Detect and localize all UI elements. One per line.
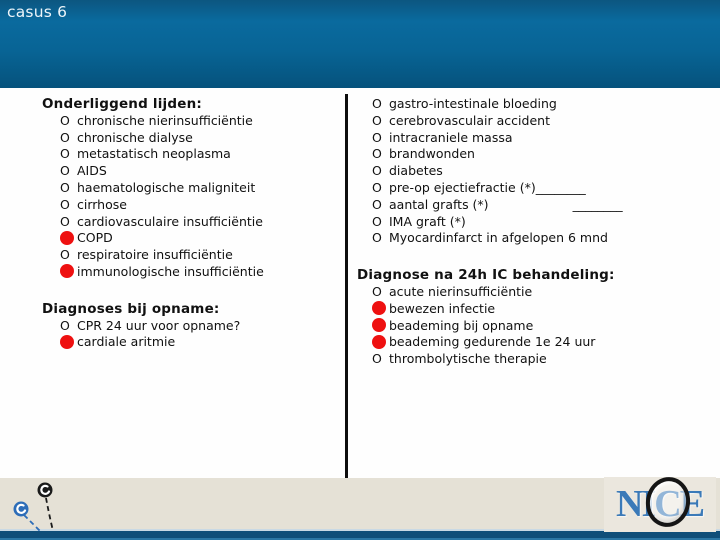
checklist-item <box>357 334 713 351</box>
checklist-item <box>357 180 713 197</box>
circle-bullet-icon: O <box>60 129 70 145</box>
circle-bullet-icon: O <box>372 163 382 179</box>
checklist-item <box>357 96 713 113</box>
red-dot-icon <box>60 264 74 278</box>
item-label: haematologische maligniteit <box>77 179 256 195</box>
fill-in-blank: ________ <box>572 196 623 212</box>
checklist-item <box>357 284 713 301</box>
checklist-section <box>357 96 713 247</box>
circle-bullet-icon: O <box>60 179 70 195</box>
circle-bullet-icon: O <box>372 230 382 246</box>
checklist-item <box>42 334 342 351</box>
circle-bullet-icon: O <box>60 213 70 229</box>
column-divider-line <box>345 94 348 531</box>
left-column <box>42 96 342 351</box>
checklist-item <box>42 180 342 197</box>
section-heading: Diagnose na 24h IC behandeling: <box>357 267 615 284</box>
checklist-item <box>357 146 713 163</box>
item-label: brandwonden <box>389 146 475 162</box>
checklist-item <box>357 197 713 214</box>
circle-bullet-icon: O <box>372 146 382 162</box>
item-label: beademing bij opname <box>389 317 534 333</box>
item-label: CPR 24 uur voor opname? <box>77 317 241 333</box>
item-label: cirrhose <box>77 196 127 212</box>
circle-bullet-icon: O <box>372 96 382 111</box>
item-label: aantal grafts (*) <box>389 196 489 212</box>
checklist-item <box>357 113 713 130</box>
slide-header <box>0 0 720 88</box>
checklist-item <box>42 247 342 264</box>
item-label: pre-op ejectiefractie (*)________ <box>389 179 586 195</box>
checklist-item <box>42 146 342 163</box>
circle-bullet-icon: O <box>60 247 70 263</box>
item-label: cardiale aritmie <box>77 334 176 350</box>
black-pin-icon <box>38 483 54 532</box>
circle-bullet-icon: O <box>60 112 70 128</box>
checklist-item <box>357 163 713 180</box>
circle-bullet-icon: O <box>372 179 382 195</box>
checklist-item <box>42 230 342 247</box>
right-column <box>357 96 713 368</box>
checklist-item <box>42 130 342 147</box>
section-heading: Diagnoses bij opname: <box>42 300 220 317</box>
item-label: Myocardinfarct in afgelopen 6 mnd <box>389 230 608 246</box>
item-label: thrombolytische therapie <box>389 351 547 367</box>
checklist-item <box>357 130 713 147</box>
logo-letter: E <box>679 483 704 525</box>
checklist-item <box>42 163 342 180</box>
circle-bullet-icon: O <box>60 163 70 179</box>
red-dot-icon <box>372 335 386 349</box>
item-label: intracraniele massa <box>389 129 513 145</box>
item-label: beademing gedurende 1e 24 uur <box>389 334 596 350</box>
circle-bullet-icon: O <box>372 283 382 299</box>
section-heading: Onderliggend lijden: <box>42 96 202 112</box>
circle-bullet-icon: O <box>372 351 382 367</box>
checklist-item <box>42 264 342 281</box>
logo-letter: N <box>616 483 642 525</box>
red-dot-icon <box>60 231 74 245</box>
circle-bullet-icon: O <box>372 213 382 229</box>
checklist-item <box>42 197 342 214</box>
circle-bullet-icon: O <box>60 146 70 162</box>
checklist-item <box>357 230 713 247</box>
circle-bullet-icon: O <box>60 196 70 212</box>
checklist-section <box>42 96 342 281</box>
item-label: IMA graft (*) <box>389 213 466 229</box>
red-dot-icon <box>372 318 386 332</box>
checklist-item <box>357 318 713 335</box>
item-label: respiratoire insufficiëntie <box>77 247 233 263</box>
red-dot-icon <box>372 301 386 315</box>
circle-bullet-icon: O <box>372 129 382 145</box>
circle-bullet-icon: O <box>372 112 382 128</box>
checklist-item <box>357 301 713 318</box>
checklist-item <box>357 351 713 368</box>
item-label: bewezen infectie <box>389 300 496 316</box>
item-label: immunologische insufficiëntie <box>77 263 264 279</box>
blue-pin-icon <box>14 502 41 532</box>
push-pins-decoration <box>0 474 80 540</box>
item-label: diabetes <box>389 163 443 179</box>
checklist-section <box>357 267 713 368</box>
slide-title: casus 6 <box>7 3 68 21</box>
nice-logo <box>604 477 716 532</box>
item-label: cardiovasculaire insufficiëntie <box>77 213 263 229</box>
checklist-item <box>357 214 713 231</box>
logo-letter: C <box>654 483 680 525</box>
item-label: cerebrovasculair accident <box>389 112 550 128</box>
circle-bullet-icon: O <box>60 317 70 333</box>
checklist-section <box>42 301 342 351</box>
checklist-item <box>42 318 342 335</box>
red-dot-icon <box>60 335 74 349</box>
logo-letter: I <box>641 483 655 525</box>
item-label: metastatisch neoplasma <box>77 146 231 162</box>
checklist-item <box>42 113 342 130</box>
checklist-item <box>42 214 342 231</box>
circle-bullet-icon: O <box>372 196 382 212</box>
item-label: chronische dialyse <box>77 129 193 145</box>
item-label: AIDS <box>77 163 107 179</box>
item-label: acute nierinsufficiëntie <box>389 283 533 299</box>
item-label: chronische nierinsufficiëntie <box>77 112 253 128</box>
item-label: gastro-intestinale bloeding <box>389 96 557 111</box>
item-label: COPD <box>77 230 113 246</box>
